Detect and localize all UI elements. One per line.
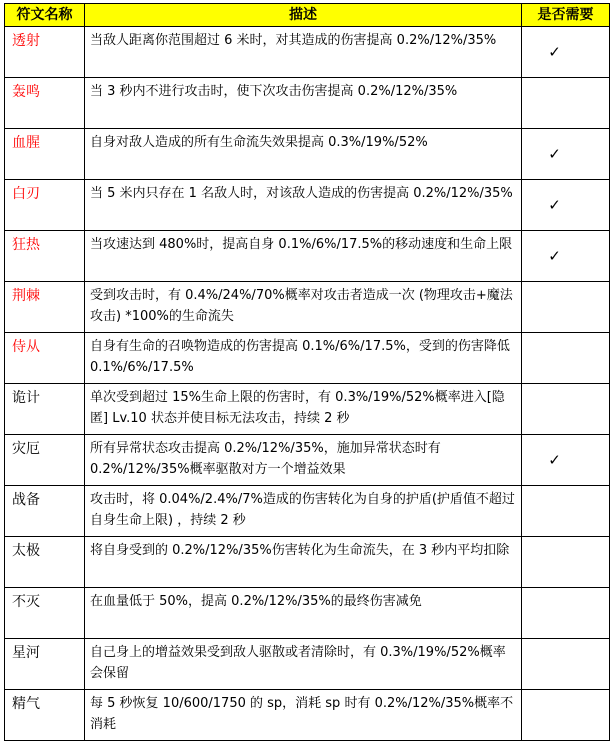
table-row [5, 537, 610, 588]
rune-description-cell: 受到攻击时，有 0.4%/24%/70%概率对攻击者造成一次 (物理攻击+魔法攻击) *100%的生命流失 [85, 282, 522, 333]
rune-needed-cell [522, 639, 610, 690]
header-rune-name: 符文名称 [5, 4, 85, 27]
checkmark-icon: ✓ [548, 451, 561, 469]
rune-name-cell: 轰鸣 [5, 78, 85, 129]
rune-table-body [5, 27, 610, 741]
rune-name-cell: 不灭 [5, 588, 85, 639]
rune-name-cell: 灾厄 [5, 435, 85, 486]
rune-table [4, 3, 610, 741]
rune-description-cell: 自身对敌人造成的所有生命流失效果提高 0.3%/19%/52% [85, 129, 522, 180]
table-row [5, 588, 610, 639]
table-row [5, 282, 610, 333]
rune-name-cell: 荆棘 [5, 282, 85, 333]
rune-needed-cell [522, 129, 610, 180]
table-row [5, 27, 610, 78]
rune-needed-cell [522, 333, 610, 384]
rune-needed-cell [522, 588, 610, 639]
table-row [5, 231, 610, 282]
rune-needed-cell [522, 27, 610, 78]
rune-needed-cell [522, 435, 610, 486]
table-row [5, 639, 610, 690]
rune-name-cell: 狂热 [5, 231, 85, 282]
checkmark-icon: ✓ [548, 145, 561, 163]
rune-needed-cell [522, 690, 610, 741]
header-needed: 是否需要 [522, 4, 610, 27]
rune-name-cell: 诡计 [5, 384, 85, 435]
header-description: 描述 [85, 4, 522, 27]
rune-needed-cell [522, 384, 610, 435]
rune-description-cell: 每 5 秒恢复 10/600/1750 的 sp，消耗 sp 时有 0.2%/12%/35%概率不消耗 [85, 690, 522, 741]
rune-description-cell: 在血量低于 50%，提高 0.2%/12%/35%的最终伤害减免 [85, 588, 522, 639]
rune-name-cell: 血腥 [5, 129, 85, 180]
table-row [5, 333, 610, 384]
rune-needed-cell [522, 282, 610, 333]
rune-name-cell: 太极 [5, 537, 85, 588]
rune-description-cell: 当 3 秒内不进行攻击时，使下次攻击伤害提高 0.2%/12%/35% [85, 78, 522, 129]
rune-name-cell: 精气 [5, 690, 85, 741]
rune-name-cell: 战备 [5, 486, 85, 537]
rune-description-cell: 自身有生命的召唤物造成的伤害提高 0.1%/6%/17.5%，受到的伤害降低 0.1%/6%/17.5% [85, 333, 522, 384]
rune-description-cell: 单次受到超过 15%生命上限的伤害时，有 0.3%/19%/52%概率进入[隐匿] Lv.10 状态并使目标无法攻击，持续 2 秒 [85, 384, 522, 435]
rune-needed-cell [522, 537, 610, 588]
table-row [5, 78, 610, 129]
rune-needed-cell [522, 231, 610, 282]
table-row [5, 384, 610, 435]
table-row [5, 129, 610, 180]
table-row [5, 435, 610, 486]
rune-description-cell: 攻击时，将 0.04%/2.4%/7%造成的伤害转化为自身的护盾(护盾值不超过自身生命上限) ，持续 2 秒 [85, 486, 522, 537]
table-row [5, 690, 610, 741]
rune-needed-cell [522, 180, 610, 231]
rune-description-cell: 所有异常状态攻击提高 0.2%/12%/35%，施加异常状态时有 0.2%/12%/35%概率驱散对方一个增益效果 [85, 435, 522, 486]
rune-description-cell: 当 5 米内只存在 1 名敌人时，对该敌人造成的伤害提高 0.2%/12%/35% [85, 180, 522, 231]
rune-needed-cell [522, 486, 610, 537]
rune-description-cell: 当攻速达到 480%时，提高自身 0.1%/6%/17.5%的移动速度和生命上限 [85, 231, 522, 282]
header-row [5, 4, 610, 27]
checkmark-icon: ✓ [548, 196, 561, 214]
rune-description-cell: 当敌人距离你范围超过 6 米时，对其造成的伤害提高 0.2%/12%/35% [85, 27, 522, 78]
rune-needed-cell [522, 78, 610, 129]
checkmark-icon: ✓ [548, 247, 561, 265]
table-row [5, 180, 610, 231]
table-row [5, 486, 610, 537]
rune-description-cell: 自己身上的增益效果受到敌人驱散或者清除时，有 0.3%/19%/52%概率会保留 [85, 639, 522, 690]
rune-description-cell: 将自身受到的 0.2%/12%/35%伤害转化为生命流失，在 3 秒内平均扣除 [85, 537, 522, 588]
rune-name-cell: 透射 [5, 27, 85, 78]
rune-name-cell: 侍从 [5, 333, 85, 384]
rune-name-cell: 星河 [5, 639, 85, 690]
rune-name-cell: 白刃 [5, 180, 85, 231]
checkmark-icon: ✓ [548, 43, 561, 61]
